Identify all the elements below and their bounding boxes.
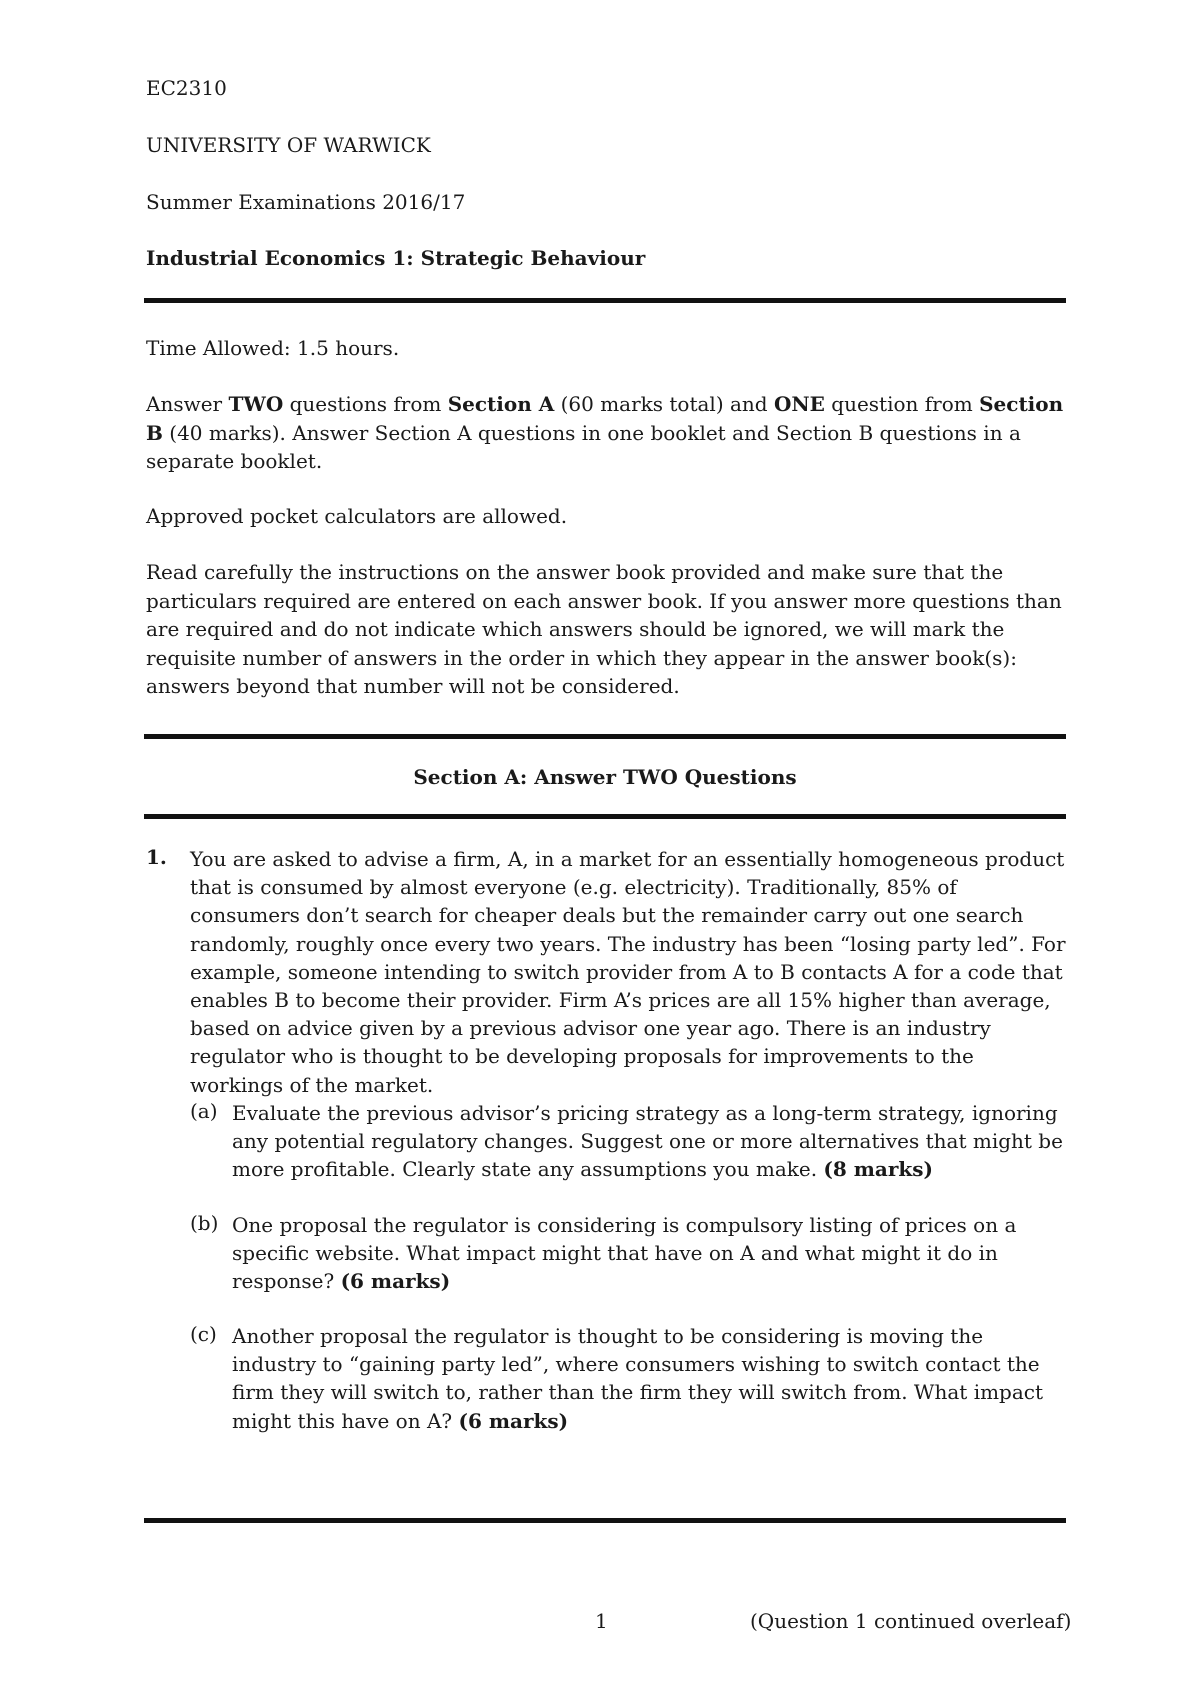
continued-note: (Question 1 continued overleaf) <box>750 1609 1072 1633</box>
read-carefully-note: Read carefully the instructions on the answer book provided and make sure that the particulars required are entered on each answer book. If you answer more questions than are required and do not indicate which answers should be ignored, we will mark the requisite number of answers in the order in which they appear in the answer book(s): answers beyond that number will not be considered. <box>146 560 1062 698</box>
page-number: 1 <box>595 1609 608 1633</box>
part-b-label: (b) <box>190 1211 219 1235</box>
divider-rule <box>144 734 1066 739</box>
question-number: 1. <box>146 845 167 869</box>
part-c-label: (c) <box>190 1322 217 1346</box>
answer-instructions: Answer TWO questions from Section A (60 marks total) and ONE question from Section B (40 marks). Answer Section A questions in one booklet and Section B questions in a separate booklet. <box>146 392 1064 473</box>
part-b-text: One proposal the regulator is considering is compulsory listing of prices on a specific website. What impact might that have on A and what might it do in response? (6 marks) <box>232 1213 1017 1294</box>
part-a-marks: (8 marks) <box>823 1157 934 1182</box>
part-c-text: Another proposal the regulator is thought to be considering is moving the industry to “gaining party led”, where consumers wishing to switch contact the firm they will switch to, rather than the firm they will switch from. What impact might this have on A? (6 marks) <box>232 1324 1044 1433</box>
calculator-note: Approved pocket calculators are allowed. <box>146 504 568 528</box>
part-a-label: (a) <box>190 1099 218 1123</box>
part-c-marks: (6 marks) <box>458 1408 569 1433</box>
divider-rule <box>144 1518 1066 1523</box>
university-name: UNIVERSITY OF WARWICK <box>146 133 431 157</box>
section-a-heading: Section A: Answer TWO Questions <box>413 765 797 789</box>
part-b-marks: (6 marks) <box>340 1269 451 1294</box>
part-a-text: Evaluate the previous advisor’s pricing strategy as a long-term strategy, ignoring any potential regulatory changes. Suggest one or more alternatives that might be more profitable. Clearly state any assumptions you make. (8 marks) <box>232 1101 1063 1182</box>
question-body: You are asked to advise a firm, A, in a market for an essentially homogeneous product that is consumed by almost everyone (e.g. electricity). Traditionally, 85% of consumers don’t search for cheaper deals but the remainder carry out one search randomly, roughly once every two years. The industry has been “losing party led”. For example, someone intending to switch provider from A to B contacts A for a code that enables B to become their provider. Firm A’s prices are all 15% higher than average, based on advice given by a previous advisor one year ago. There is an industry regulator who is thought to be developing proposals for improvements to the workings of the market. <box>190 847 1066 1097</box>
exam-session: Summer Examinations 2016/17 <box>146 190 466 214</box>
divider-rule <box>144 814 1066 819</box>
divider-rule <box>144 298 1066 303</box>
course-title: Industrial Economics 1: Strategic Behaviour <box>146 246 646 270</box>
time-allowed: Time Allowed: 1.5 hours. <box>146 336 400 360</box>
course-code: EC2310 <box>146 76 227 100</box>
